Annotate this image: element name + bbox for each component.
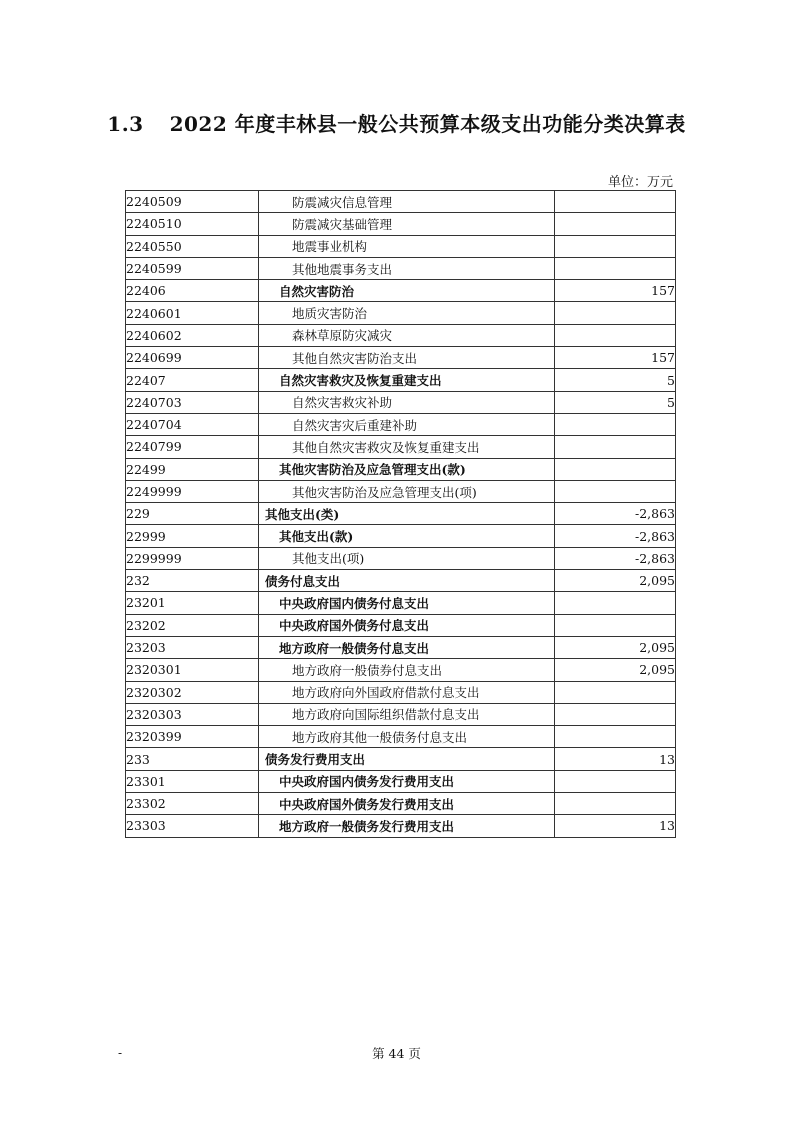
row-name: 其他灾害防治及应急管理支出(项) — [259, 480, 555, 502]
row-name: 自然灾害救灾及恢复重建支出 — [259, 369, 555, 391]
row-name: 地方政府一般债券付息支出 — [259, 659, 555, 681]
row-code: 232 — [126, 570, 259, 592]
row-code: 2240510 — [126, 213, 259, 235]
row-amount: -2,863 — [555, 547, 676, 569]
row-code: 22999 — [126, 525, 259, 547]
row-amount — [555, 770, 676, 792]
row-name: 债务付息支出 — [259, 570, 555, 592]
row-code: 2240799 — [126, 436, 259, 458]
row-name: 自然灾害防治 — [259, 280, 555, 302]
row-amount — [555, 324, 676, 346]
table-row — [126, 726, 676, 748]
row-amount — [555, 614, 676, 636]
row-name: 债务发行费用支出 — [259, 748, 555, 770]
row-code: 233 — [126, 748, 259, 770]
row-code: 23303 — [126, 815, 259, 837]
row-amount — [555, 191, 676, 213]
row-code: 22406 — [126, 280, 259, 302]
row-code: 23203 — [126, 636, 259, 658]
row-name: 其他地震事务支出 — [259, 257, 555, 279]
row-code: 2240550 — [126, 235, 259, 257]
row-amount: 2,095 — [555, 659, 676, 681]
row-name: 地方政府其他一般债务付息支出 — [259, 726, 555, 748]
row-code: 2320301 — [126, 659, 259, 681]
row-name: 中央政府国外债务付息支出 — [259, 614, 555, 636]
row-name: 其他支出(类) — [259, 503, 555, 525]
row-amount — [555, 592, 676, 614]
row-code: 22407 — [126, 369, 259, 391]
row-amount — [555, 681, 676, 703]
row-amount: 2,095 — [555, 636, 676, 658]
row-amount — [555, 458, 676, 480]
row-code: 23301 — [126, 770, 259, 792]
row-code: 2240602 — [126, 324, 259, 346]
row-code: 22499 — [126, 458, 259, 480]
row-amount: 2,095 — [555, 570, 676, 592]
table-row — [126, 257, 676, 279]
table-title: 2022 年度丰林县一般公共预算本级支出功能分类决算表 — [169, 112, 686, 136]
row-name: 其他自然灾害救灾及恢复重建支出 — [259, 436, 555, 458]
table-row — [126, 659, 676, 681]
section-number: 1.3 — [107, 112, 144, 136]
row-code: 23202 — [126, 614, 259, 636]
table-row — [126, 547, 676, 569]
row-name: 自然灾害灾后重建补助 — [259, 413, 555, 435]
table-row — [126, 458, 676, 480]
table-row — [126, 770, 676, 792]
row-code: 23302 — [126, 793, 259, 815]
page-title — [0, 108, 793, 137]
row-name: 中央政府国内债务付息支出 — [259, 592, 555, 614]
row-name: 自然灾害救灾补助 — [259, 391, 555, 413]
row-code: 2240704 — [126, 413, 259, 435]
table-row — [126, 815, 676, 837]
row-code: 229 — [126, 503, 259, 525]
row-amount: 5 — [555, 391, 676, 413]
table-row — [126, 391, 676, 413]
row-name: 地方政府向国际组织借款付息支出 — [259, 703, 555, 725]
row-amount — [555, 302, 676, 324]
row-name: 防震减灾信息管理 — [259, 191, 555, 213]
row-name: 其他支出(款) — [259, 525, 555, 547]
row-code: 2320302 — [126, 681, 259, 703]
row-amount — [555, 413, 676, 435]
table-row — [126, 213, 676, 235]
table-row — [126, 614, 676, 636]
row-name: 地方政府一般债务发行费用支出 — [259, 815, 555, 837]
unit-label: 单位：万元 — [607, 175, 673, 190]
row-code: 2299999 — [126, 547, 259, 569]
table-row — [126, 347, 676, 369]
table-row — [126, 436, 676, 458]
table-row — [126, 302, 676, 324]
row-amount: -2,863 — [555, 503, 676, 525]
table-row — [126, 703, 676, 725]
table-row — [126, 793, 676, 815]
table-row — [126, 570, 676, 592]
row-code: 2320303 — [126, 703, 259, 725]
row-code: 2240601 — [126, 302, 259, 324]
table-row — [126, 503, 676, 525]
row-amount — [555, 480, 676, 502]
row-amount: 13 — [555, 815, 676, 837]
row-amount: -2,863 — [555, 525, 676, 547]
row-name: 地震事业机构 — [259, 235, 555, 257]
row-amount — [555, 703, 676, 725]
row-amount — [555, 726, 676, 748]
row-amount: 157 — [555, 280, 676, 302]
row-amount — [555, 235, 676, 257]
row-code: 2320399 — [126, 726, 259, 748]
row-code: 2240699 — [126, 347, 259, 369]
row-name: 其他自然灾害防治支出 — [259, 347, 555, 369]
table-row — [126, 324, 676, 346]
row-code: 2249999 — [126, 480, 259, 502]
row-amount — [555, 793, 676, 815]
row-code: 23201 — [126, 592, 259, 614]
page-number: 第 44 页 — [372, 1046, 421, 1061]
row-name: 地方政府一般债务付息支出 — [259, 636, 555, 658]
row-name: 其他灾害防治及应急管理支出(款) — [259, 458, 555, 480]
row-amount — [555, 257, 676, 279]
row-code: 2240599 — [126, 257, 259, 279]
row-amount: 5 — [555, 369, 676, 391]
row-name: 防震减灾基础管理 — [259, 213, 555, 235]
table-row — [126, 525, 676, 547]
row-code: 2240703 — [126, 391, 259, 413]
row-name: 森林草原防灾减灾 — [259, 324, 555, 346]
table-row — [126, 480, 676, 502]
table-row — [126, 748, 676, 770]
table-row — [126, 280, 676, 302]
row-amount — [555, 436, 676, 458]
expenditure-table — [125, 190, 676, 838]
row-amount — [555, 213, 676, 235]
row-name: 地质灾害防治 — [259, 302, 555, 324]
table-row — [126, 369, 676, 391]
table-row — [126, 191, 676, 213]
table-row — [126, 592, 676, 614]
table-row — [126, 413, 676, 435]
footer-dash: - — [118, 1046, 123, 1060]
table-row — [126, 636, 676, 658]
row-name: 其他支出(项) — [259, 547, 555, 569]
row-amount: 157 — [555, 347, 676, 369]
row-name: 中央政府国内债务发行费用支出 — [259, 770, 555, 792]
row-amount: 13 — [555, 748, 676, 770]
table-row — [126, 235, 676, 257]
row-name: 中央政府国外债务发行费用支出 — [259, 793, 555, 815]
row-name: 地方政府向外国政府借款付息支出 — [259, 681, 555, 703]
table-row — [126, 681, 676, 703]
row-code: 2240509 — [126, 191, 259, 213]
